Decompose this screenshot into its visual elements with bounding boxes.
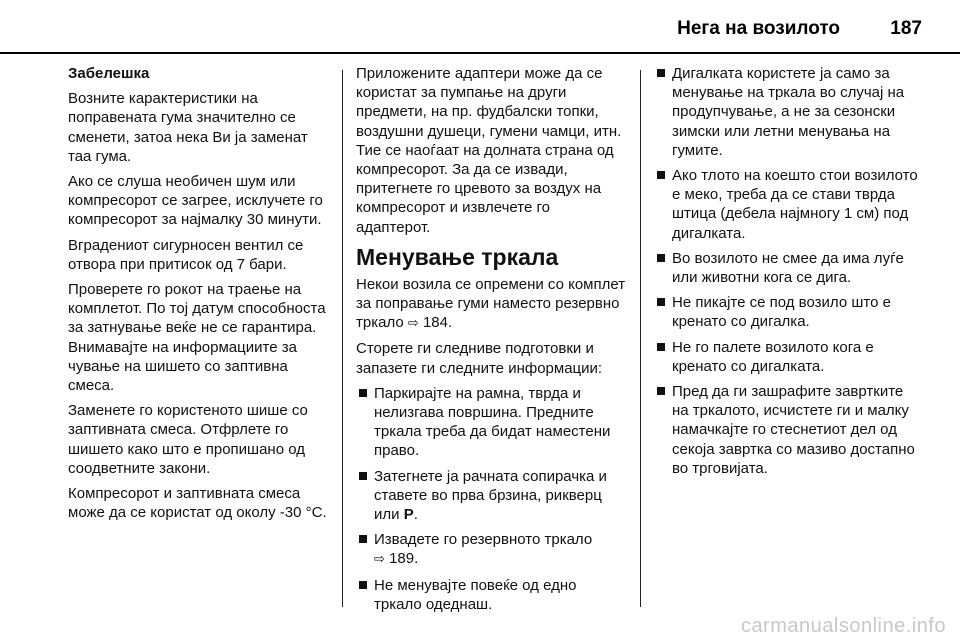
gear-position-label: P: [403, 506, 414, 524]
column-divider-2: [640, 70, 641, 607]
paragraph: Проверете го рокот на траење на комплетот. По тој датум способноста за затнување веќе не се гарантира. Внимавајте на информациите за чување на шишето со заптивна смеса.: [68, 281, 326, 395]
paragraph: Заменете го користеното шише со заптивната смеса. Отфрлете го шишето како што е пропишано од соодветните закони.: [68, 402, 308, 477]
list-item-text: Ако тлото на коешто стои возилото е меко, треба да се стави тврда штица (дебела најмногу 1 см) под дигалката.: [672, 167, 918, 242]
section-paragraph: [356, 275, 628, 334]
bullet-square-icon: [657, 254, 665, 262]
bullet-square-icon: [657, 387, 665, 395]
paragraph: Возните карактеристики на поправената гума значително се сменети, затоа нека Ви ја заменат таа гума.: [68, 90, 308, 165]
column-divider-1: [342, 70, 343, 607]
list-item-text: Не пикајте се под возило што е кренато со дигалка.: [672, 294, 891, 331]
list-item-text: Паркирајте на рамна, тврда и нелизгава површина. Предните тркала треба да бидат наместени право.: [374, 384, 611, 460]
bullet-square-icon: [657, 298, 665, 306]
column-2: [356, 64, 628, 620]
bullet-square-icon: [359, 472, 367, 480]
header-rule: [0, 52, 960, 54]
bullet-square-icon: [657, 171, 665, 179]
list-item-text: Затегнете ја рачната сопирачка и ставете во прва брзина, рикверц или: [374, 467, 607, 524]
page-number: 187: [890, 18, 922, 39]
page-reference-link[interactable]: 189.: [389, 550, 419, 568]
page-title: Нега на возилото: [677, 18, 840, 39]
bullet-square-icon: [359, 535, 367, 543]
list-item: [654, 64, 924, 160]
list-item-text: Извадете го резервното тркало: [374, 531, 593, 549]
list-item: [356, 384, 628, 461]
column-1: [68, 64, 332, 528]
paragraph: Ако се слуша необичен шум или компресорот се загрее, исклучете го компресорот за најмалку 30 минути.: [68, 173, 323, 229]
list-item-text: Не го палете возилото кога е кренато со дигалката.: [672, 338, 874, 375]
list-item: [356, 530, 628, 569]
page-reference-arrow-icon: ⇨: [407, 316, 419, 332]
list-item: [356, 467, 628, 525]
bullet-square-icon: [657, 69, 665, 77]
paragraph: Вградениот сигурносен вентил се отвора при притисок од 7 бари.: [68, 236, 304, 273]
list-item-text: Не менувајте повеќе од едно тркало одеднаш.: [374, 576, 577, 613]
bullet-square-icon: [657, 343, 665, 351]
list-item-text: Во возилото не смее да има луѓе или животни кога се дига.: [672, 249, 904, 287]
list-item: [654, 249, 924, 287]
list-item-text: Пред да ги зашрафите завртките на тркалото, исчистете ги и малку намачкајте го стеснетиот дел од секоја завртка со мазиво достапно во трговијата.: [672, 383, 915, 477]
preparation-list: [356, 384, 628, 614]
list-item: [654, 293, 924, 331]
section-heading: Менување тркала: [356, 243, 559, 270]
column-3: [654, 64, 924, 484]
list-item: [654, 166, 924, 243]
list-item-text: .: [413, 506, 418, 524]
section-text: Некои возила се опремени со комплет за поправање гуми наместо резервно тркало: [356, 275, 626, 332]
bullet-square-icon: [359, 389, 367, 397]
list-item: [654, 338, 924, 376]
list-item-text: Дигалката користете ја само за менување на тркала во случај на продупчување, а не за сезонски зимски или летни менувања на гумите.: [672, 65, 905, 159]
list-item: [356, 576, 628, 614]
page-header: [0, 0, 960, 52]
safety-list: [654, 64, 924, 478]
watermark: carmanualsonline.info: [740, 615, 946, 637]
list-item: [654, 382, 924, 478]
bullet-square-icon: [359, 581, 367, 589]
adapter-paragraph: Приложените адаптери може да се користат за пумпање на други предмети, на пр. фудбалски топки, воздушни душеци, гумени чамци, итн. Тие се наоѓаат на долната страна од компресорот. За да се извади, притегнете го цревото за воздух на компресорот и извлечете го адаптерот.: [356, 65, 622, 236]
page-reference-link[interactable]: 184.: [422, 314, 453, 332]
page-reference-arrow-icon: ⇨: [374, 552, 385, 568]
paragraph: Компресорот и заптивната смеса може да се користат од околу -30 °C.: [68, 485, 327, 522]
note-heading: Забелешка: [68, 65, 150, 82]
prepare-paragraph: Сторете ги следниве подготовки и запазете ги следните информации:: [356, 340, 603, 377]
